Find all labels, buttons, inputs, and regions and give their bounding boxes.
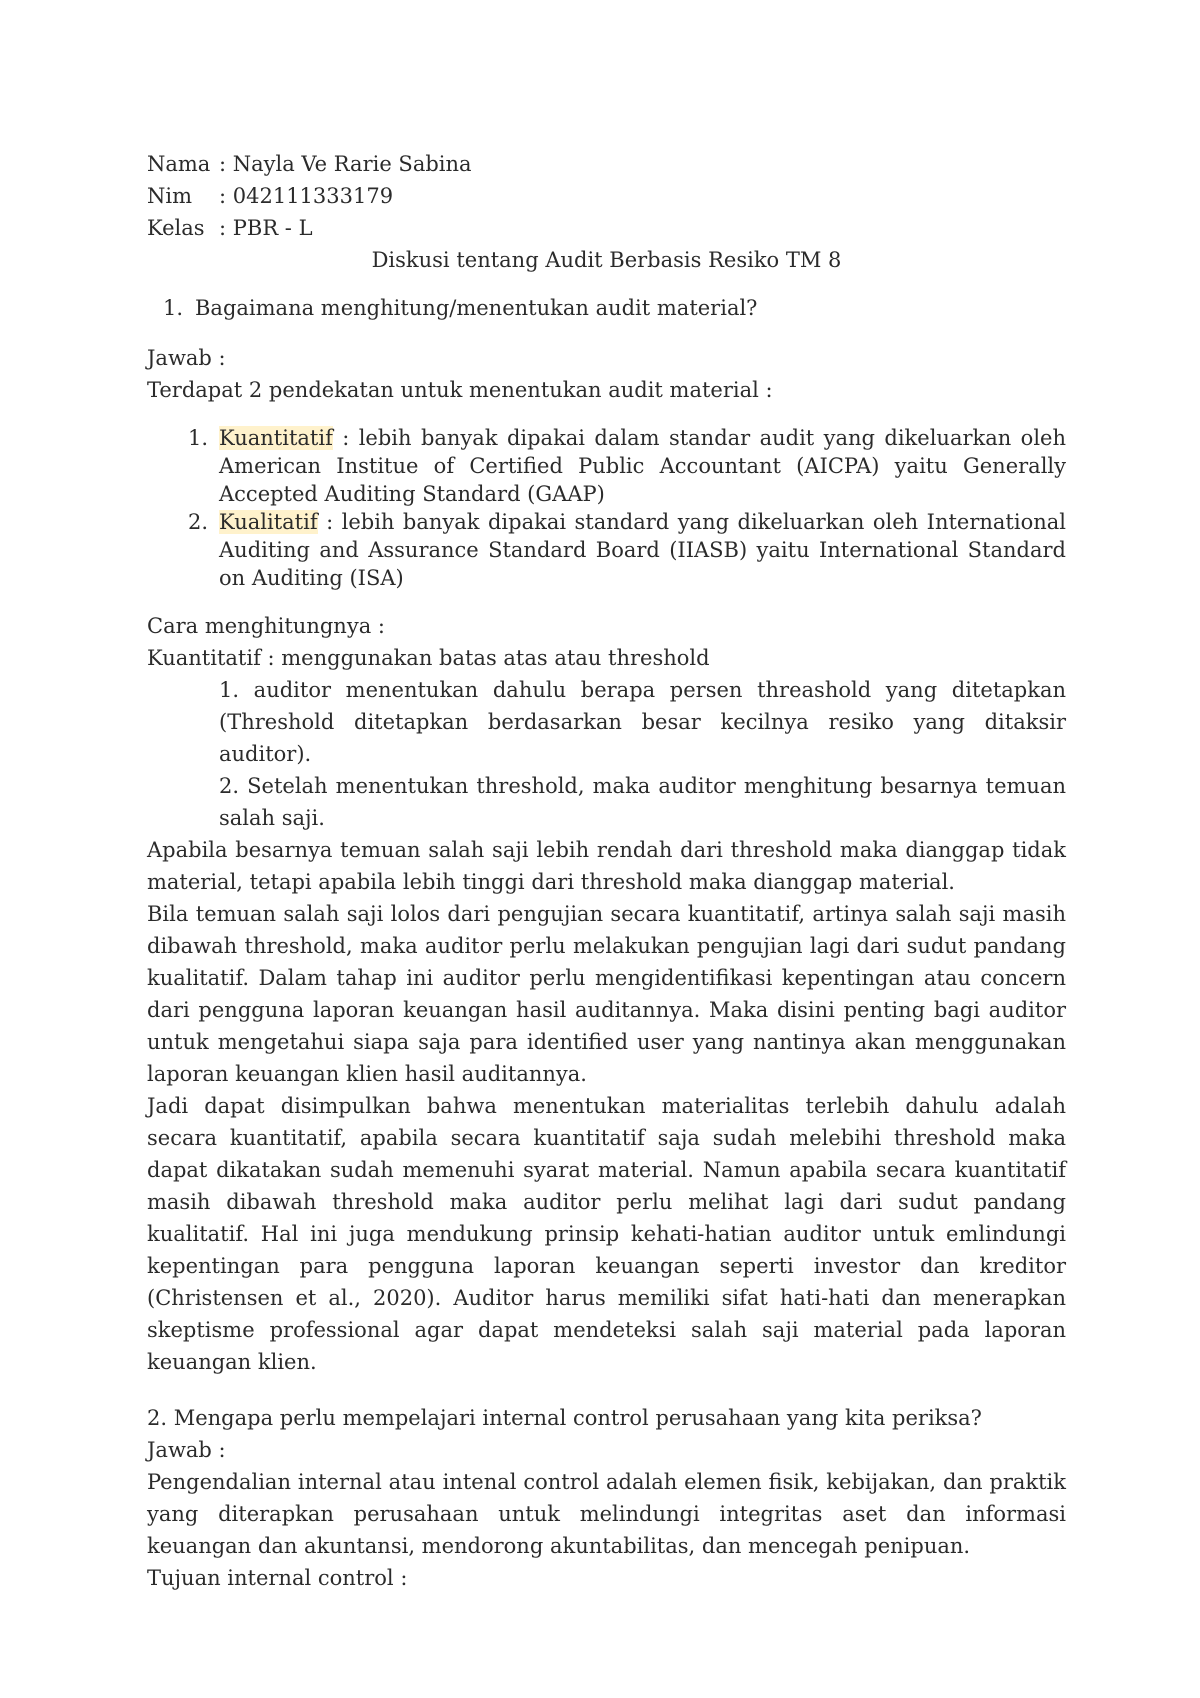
- answer-2-label: Jawab :: [147, 1438, 226, 1462]
- list-text-rest: : lebih banyak dipakai dalam standar audit yang dikeluarkan oleh American Institue of Certified Public Accountant (AICPA) yaitu Generally Accepted Auditing Standard (GAAP): [219, 426, 1066, 506]
- question-1: [147, 292, 1066, 324]
- answer-2-text: Pengendalian internal atau intenal control adalah elemen fisik, kebijakan, dan praktik yang diterapkan perusahaan untuk melindungi integritas aset dan informasi keuangan dan akuntansi, mendorong akuntabilitas, dan mencegah penipuan.: [147, 1470, 1066, 1558]
- nim-value: : 042111333179: [219, 184, 394, 208]
- step-2: 2. Setelah menentukan threshold, maka auditor menghitung besarnya temuan salah saji.: [219, 774, 1066, 830]
- name-label: Nama: [147, 152, 211, 176]
- paragraph: Apabila besarnya temuan salah saji lebih rendah dari threshold maka dianggap tidak material, tetapi apabila lebih tinggi dari threshold maka dianggap material.: [147, 838, 1066, 894]
- purpose-heading: Tujuan internal control :: [147, 1566, 408, 1590]
- list-number: 2.: [187, 510, 208, 534]
- list-item: [147, 424, 1066, 508]
- answer-1-label: Jawab :: [147, 346, 226, 370]
- kelas-value: : PBR - L: [219, 216, 313, 240]
- answer-1-intro: Terdapat 2 pendekatan untuk menentukan audit material :: [147, 378, 773, 402]
- kelas-row: [147, 212, 1066, 244]
- list-text-rest: : lebih banyak dipakai standard yang dikeluarkan oleh International Auditing and Assurance Standard Board (IIASB) yaitu International Standard on Auditing (ISA): [219, 510, 1066, 590]
- list-number: 1.: [187, 426, 208, 450]
- question-2-text: 2. Mengapa perlu mempelajari internal control perusahaan yang kita periksa?: [147, 1406, 982, 1430]
- step-1: 1. auditor menentukan dahulu berapa persen threashold yang ditetapkan (Threshold ditetapkan berdasarkan besar kecilnya resiko yang ditaksir auditor).: [219, 678, 1066, 766]
- nim-label: Nim: [147, 184, 193, 208]
- highlighted-term: Kuantitatif: [219, 426, 333, 450]
- paragraph: Bila temuan salah saji lolos dari pengujian secara kuantitatif, artinya salah saji masih dibawah threshold, maka auditor perlu melakukan pengujian lagi dari sudut pandang kualitatif. Dalam tahap ini auditor perlu mengidentifikasi kepentingan atau concern dari pengguna laporan keuangan hasil auditannya. Maka disini penting bagi auditor untuk mengetahui siapa saja para identified user yang nantinya akan menggunakan laporan keuangan klien hasil auditannya.: [147, 902, 1066, 1086]
- list-text: [219, 424, 1066, 508]
- approach-list: [147, 424, 1066, 592]
- highlighted-term: Kualitatif: [219, 510, 318, 534]
- paragraph: Jadi dapat disimpulkan bahwa menentukan materialitas terlebih dahulu adalah secara kuantitatif, apabila secara kuantitatif saja sudah melebihi threshold maka dapat dikatakan sudah memenuhi syarat material. Namun apabila secara kuantitatif masih dibawah threshold maka auditor perlu melihat lagi dari sudut pandang kualitatif. Hal ini juga mendukung prinsip kehati-hatian auditor untuk emlindungi kepentingan para pengguna laporan keuangan seperti investor dan kreditor (Christensen et al., 2020). Auditor harus memiliki sifat hati-hati dan menerapkan skeptisme professional agar dapat mendeteksi salah saji material pada laporan keuangan klien.: [147, 1094, 1066, 1374]
- question-1-number: 1.: [162, 296, 183, 320]
- nim-row: [147, 180, 1066, 212]
- quantitative-line: Kuantitatif : menggunakan batas atas atau threshold: [147, 646, 710, 670]
- document-body: [147, 148, 1066, 1594]
- question-1-text: Bagaimana menghitung/menentukan audit material?: [195, 296, 758, 320]
- list-text: [219, 508, 1066, 592]
- list-item: [147, 508, 1066, 592]
- name-row: [147, 148, 1066, 180]
- document-title: Diskusi tentang Audit Berbasis Resiko TM 8: [371, 248, 842, 272]
- kelas-label: Kelas: [147, 216, 205, 240]
- name-value: : Nayla Ve Rarie Sabina: [219, 152, 472, 176]
- method-heading: Cara menghitungnya :: [147, 614, 385, 638]
